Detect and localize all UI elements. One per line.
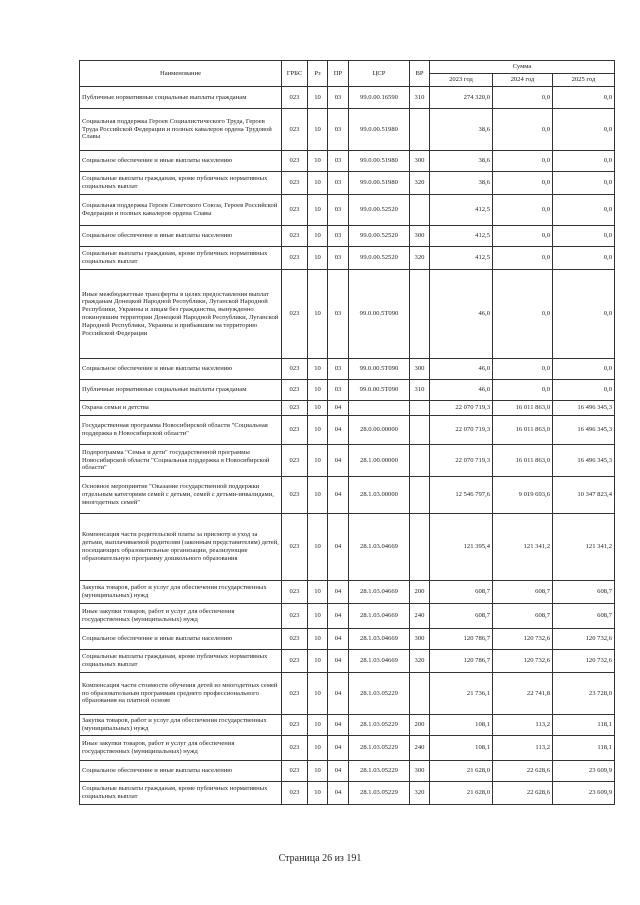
cell-y3: 608,7 <box>553 604 615 629</box>
cell-vr: 200 <box>410 715 430 736</box>
header-name: Наименование <box>80 61 282 87</box>
cell-y2: 0,0 <box>493 195 553 226</box>
table-row <box>80 359 615 380</box>
cell-vr <box>410 477 430 514</box>
cell-name: Социальные выплаты гражданам, кроме публичных нормативных социальных выплат <box>80 172 282 195</box>
table-row <box>80 604 615 629</box>
table-row <box>80 226 615 247</box>
cell-csr: 28.1.03.04669 <box>349 604 410 629</box>
cell-y3: 0,0 <box>553 270 615 359</box>
cell-vr: 300 <box>410 629 430 650</box>
header-pr: ПР <box>328 61 349 87</box>
cell-pr: 04 <box>328 650 349 673</box>
cell-y1: 412,5 <box>430 195 493 226</box>
cell-y1: 412,5 <box>430 226 493 247</box>
cell-y3: 16 496 345,3 <box>553 416 615 445</box>
cell-csr: 28.1.03.05229 <box>349 761 410 782</box>
cell-rz: 10 <box>308 172 328 195</box>
cell-y1: 46,0 <box>430 380 493 401</box>
cell-y3: 0,0 <box>553 359 615 380</box>
cell-vr: 310 <box>410 87 430 109</box>
cell-csr: 99.0.00.52520 <box>349 195 410 226</box>
budget-table-wrapper <box>79 60 614 805</box>
cell-y1: 120 786,7 <box>430 629 493 650</box>
cell-grbs: 023 <box>282 151 308 172</box>
cell-grbs: 023 <box>282 514 308 581</box>
cell-y1: 46,0 <box>430 359 493 380</box>
cell-y2: 16 011 863,0 <box>493 445 553 477</box>
cell-y2: 16 011 863,0 <box>493 401 553 416</box>
cell-grbs: 023 <box>282 445 308 477</box>
cell-y2: 22 741,8 <box>493 673 553 715</box>
budget-table <box>79 60 615 805</box>
cell-y2: 0,0 <box>493 359 553 380</box>
cell-csr: 28.1.03.05229 <box>349 736 410 761</box>
table-row <box>80 782 615 805</box>
cell-rz: 10 <box>308 514 328 581</box>
header-grbs: ГРБС <box>282 61 308 87</box>
cell-csr: 28.1.03.04669 <box>349 629 410 650</box>
cell-csr: 99.0.00.5Т090 <box>349 380 410 401</box>
header-vr: ВР <box>410 61 430 87</box>
cell-csr: 99.0.00.52520 <box>349 226 410 247</box>
cell-grbs: 023 <box>282 673 308 715</box>
cell-rz: 10 <box>308 401 328 416</box>
cell-pr: 03 <box>328 247 349 270</box>
cell-name: Публичные нормативные социальные выплаты гражданам <box>80 87 282 109</box>
table-row <box>80 270 615 359</box>
header-sum: Сумма <box>430 61 615 74</box>
cell-y3: 10 347 823,4 <box>553 477 615 514</box>
cell-grbs: 023 <box>282 650 308 673</box>
cell-name: Закупка товаров, работ и услуг для обеспечения государственных (муниципальных) нужд <box>80 715 282 736</box>
header-csr: ЦСР <box>349 61 410 87</box>
cell-y1: 412,5 <box>430 247 493 270</box>
cell-name: Социальное обеспечение и иные выплаты населению <box>80 359 282 380</box>
cell-y1: 120 786,7 <box>430 650 493 673</box>
cell-y3: 120 732,6 <box>553 629 615 650</box>
cell-y1: 38,6 <box>430 109 493 151</box>
table-row <box>80 195 615 226</box>
cell-y1: 22 070 719,3 <box>430 445 493 477</box>
cell-y2: 120 732,6 <box>493 650 553 673</box>
cell-rz: 10 <box>308 445 328 477</box>
cell-y3: 608,7 <box>553 581 615 604</box>
cell-pr: 04 <box>328 604 349 629</box>
cell-y2: 0,0 <box>493 151 553 172</box>
cell-grbs: 023 <box>282 172 308 195</box>
cell-y2: 120 732,6 <box>493 629 553 650</box>
cell-rz: 10 <box>308 109 328 151</box>
table-row <box>80 109 615 151</box>
cell-vr: 300 <box>410 151 430 172</box>
cell-y3: 0,0 <box>553 195 615 226</box>
cell-pr: 03 <box>328 226 349 247</box>
cell-csr: 99.0.00.51980 <box>349 109 410 151</box>
cell-y1: 38,6 <box>430 172 493 195</box>
cell-y3: 0,0 <box>553 151 615 172</box>
cell-rz: 10 <box>308 782 328 805</box>
cell-y1: 46,0 <box>430 270 493 359</box>
cell-y1: 38,6 <box>430 151 493 172</box>
cell-y1: 21 628,0 <box>430 782 493 805</box>
cell-y1: 22 070 719,3 <box>430 416 493 445</box>
cell-y1: 108,1 <box>430 736 493 761</box>
cell-name: Компенсация части стоимости обучения детей из многодетных семей по образовательным программам среднего профессионального образования на платной основе <box>80 673 282 715</box>
cell-pr: 04 <box>328 673 349 715</box>
cell-y1: 608,7 <box>430 581 493 604</box>
cell-y1: 121 395,4 <box>430 514 493 581</box>
cell-grbs: 023 <box>282 380 308 401</box>
cell-vr <box>410 195 430 226</box>
header-year-2023: 2023 год <box>430 74 493 87</box>
table-row <box>80 151 615 172</box>
cell-grbs: 023 <box>282 581 308 604</box>
cell-grbs: 023 <box>282 247 308 270</box>
cell-vr: 310 <box>410 380 430 401</box>
cell-pr: 04 <box>328 445 349 477</box>
cell-y3: 0,0 <box>553 109 615 151</box>
cell-y3: 16 496 345,3 <box>553 445 615 477</box>
cell-pr: 03 <box>328 195 349 226</box>
cell-y3: 0,0 <box>553 247 615 270</box>
cell-name: Социальное обеспечение и иные выплаты населению <box>80 629 282 650</box>
cell-name: Основное мероприятие "Оказание государственной поддержки отдельным категориям семей с детьми, семей с детьми-инвалидами, многодетных семей" <box>80 477 282 514</box>
cell-rz: 10 <box>308 673 328 715</box>
table-row <box>80 401 615 416</box>
table-row <box>80 629 615 650</box>
cell-grbs: 023 <box>282 782 308 805</box>
cell-rz: 10 <box>308 87 328 109</box>
table-row <box>80 380 615 401</box>
cell-vr <box>410 401 430 416</box>
cell-grbs: 023 <box>282 270 308 359</box>
header-rz: Рз <box>308 61 328 87</box>
cell-rz: 10 <box>308 604 328 629</box>
cell-name: Иные закупки товаров, работ и услуг для обеспечения государственных (муниципальных) нужд <box>80 736 282 761</box>
cell-grbs: 023 <box>282 401 308 416</box>
cell-y2: 113,2 <box>493 715 553 736</box>
cell-grbs: 023 <box>282 629 308 650</box>
cell-name: Государственная программа Новосибирской области "Социальная поддержка в Новосибирской области" <box>80 416 282 445</box>
cell-y1: 21 736,1 <box>430 673 493 715</box>
cell-pr: 04 <box>328 477 349 514</box>
cell-vr: 320 <box>410 782 430 805</box>
cell-y2: 16 011 863,0 <box>493 416 553 445</box>
cell-pr: 04 <box>328 761 349 782</box>
cell-name: Социальные выплаты гражданам, кроме публичных нормативных социальных выплат <box>80 782 282 805</box>
cell-csr: 28.1.00.00000 <box>349 445 410 477</box>
cell-rz: 10 <box>308 380 328 401</box>
header-year-2024: 2024 год <box>493 74 553 87</box>
cell-rz: 10 <box>308 477 328 514</box>
cell-y1: 274 320,0 <box>430 87 493 109</box>
cell-pr: 04 <box>328 715 349 736</box>
cell-csr: 99.0.00.16590 <box>349 87 410 109</box>
cell-rz: 10 <box>308 581 328 604</box>
cell-csr: 28.1.03.05229 <box>349 782 410 805</box>
cell-pr: 04 <box>328 581 349 604</box>
cell-pr: 03 <box>328 87 349 109</box>
cell-grbs: 023 <box>282 109 308 151</box>
cell-y2: 0,0 <box>493 247 553 270</box>
cell-y2: 9 019 693,6 <box>493 477 553 514</box>
cell-pr: 04 <box>328 629 349 650</box>
cell-csr: 28.1.03.04669 <box>349 650 410 673</box>
cell-y1: 22 070 719,3 <box>430 401 493 416</box>
cell-rz: 10 <box>308 736 328 761</box>
header-year-2025: 2025 год <box>553 74 615 87</box>
cell-y3: 0,0 <box>553 87 615 109</box>
cell-name: Подпрограмма "Семья и дети" государственной программы Новосибирской области "Социальная поддержка в Новосибирской области" <box>80 445 282 477</box>
cell-pr: 04 <box>328 514 349 581</box>
cell-name: Социальное обеспечение и иные выплаты населению <box>80 226 282 247</box>
cell-grbs: 023 <box>282 226 308 247</box>
cell-csr: 28.1.03.00000 <box>349 477 410 514</box>
cell-rz: 10 <box>308 270 328 359</box>
cell-pr: 03 <box>328 109 349 151</box>
cell-y3: 23 728,0 <box>553 673 615 715</box>
table-row <box>80 736 615 761</box>
table-row <box>80 416 615 445</box>
cell-y1: 108,1 <box>430 715 493 736</box>
cell-y2: 0,0 <box>493 109 553 151</box>
cell-grbs: 023 <box>282 715 308 736</box>
cell-pr: 04 <box>328 736 349 761</box>
cell-y2: 0,0 <box>493 380 553 401</box>
cell-y3: 121 341,2 <box>553 514 615 581</box>
cell-rz: 10 <box>308 151 328 172</box>
cell-y1: 21 628,0 <box>430 761 493 782</box>
cell-grbs: 023 <box>282 195 308 226</box>
cell-name: Иные закупки товаров, работ и услуг для обеспечения государственных (муниципальных) нужд <box>80 604 282 629</box>
cell-csr <box>349 401 410 416</box>
cell-y3: 118,1 <box>553 736 615 761</box>
cell-name: Иные межбюджетные трансферты в целях предоставления выплат гражданам Донецкой Народной Республики, Луганской Народной Республики, Украины и лицам без гражданства, вынужденно покинувшим территории Донецкой Народной Республики, Луганской Народной Республики, Украины и прибывшим на территорию Российской Федерации <box>80 270 282 359</box>
cell-name: Социальные выплаты гражданам, кроме публичных нормативных социальных выплат <box>80 247 282 270</box>
cell-pr: 03 <box>328 380 349 401</box>
cell-y2: 22 628,6 <box>493 782 553 805</box>
cell-name: Публичные нормативные социальные выплаты гражданам <box>80 380 282 401</box>
cell-csr: 99.0.00.5Т090 <box>349 359 410 380</box>
cell-csr: 99.0.00.5Т090 <box>349 270 410 359</box>
cell-rz: 10 <box>308 715 328 736</box>
cell-grbs: 023 <box>282 604 308 629</box>
cell-grbs: 023 <box>282 359 308 380</box>
cell-csr: 99.0.00.51980 <box>349 172 410 195</box>
cell-name: Социальная поддержка Героев Социалистического Труда, Героев Труда Российской Федерации и полных кавалеров ордена Трудовой Славы <box>80 109 282 151</box>
cell-name: Социальное обеспечение и иные выплаты населению <box>80 151 282 172</box>
cell-vr: 200 <box>410 581 430 604</box>
cell-y2: 0,0 <box>493 226 553 247</box>
cell-csr: 28.1.03.05229 <box>349 715 410 736</box>
cell-rz: 10 <box>308 650 328 673</box>
cell-rz: 10 <box>308 416 328 445</box>
cell-csr: 28.1.03.05229 <box>349 673 410 715</box>
cell-rz: 10 <box>308 359 328 380</box>
cell-pr: 03 <box>328 359 349 380</box>
cell-grbs: 023 <box>282 87 308 109</box>
cell-vr <box>410 673 430 715</box>
cell-y3: 118,1 <box>553 715 615 736</box>
cell-y3: 0,0 <box>553 380 615 401</box>
table-row <box>80 715 615 736</box>
cell-name: Закупка товаров, работ и услуг для обеспечения государственных (муниципальных) нужд <box>80 581 282 604</box>
cell-vr: 300 <box>410 761 430 782</box>
cell-grbs: 023 <box>282 736 308 761</box>
cell-y2: 121 341,2 <box>493 514 553 581</box>
cell-y2: 0,0 <box>493 270 553 359</box>
cell-y3: 23 609,9 <box>553 782 615 805</box>
cell-pr: 04 <box>328 782 349 805</box>
cell-y3: 120 732,6 <box>553 650 615 673</box>
table-body <box>80 87 615 805</box>
cell-y2: 608,7 <box>493 604 553 629</box>
cell-vr <box>410 270 430 359</box>
cell-name: Социальная поддержка Героев Советского Союза, Героев Российской Федерации и полных кавалеров ордена Славы <box>80 195 282 226</box>
cell-name: Социальные выплаты гражданам, кроме публичных нормативных социальных выплат <box>80 650 282 673</box>
table-row <box>80 477 615 514</box>
cell-vr: 240 <box>410 604 430 629</box>
cell-vr: 320 <box>410 172 430 195</box>
cell-csr: 28.1.03.04669 <box>349 581 410 604</box>
cell-rz: 10 <box>308 247 328 270</box>
cell-csr: 28.1.03.04669 <box>349 514 410 581</box>
table-row <box>80 761 615 782</box>
cell-pr: 03 <box>328 172 349 195</box>
cell-y2: 608,7 <box>493 581 553 604</box>
cell-y2: 22 628,6 <box>493 761 553 782</box>
cell-y1: 608,7 <box>430 604 493 629</box>
table-row <box>80 172 615 195</box>
cell-vr <box>410 445 430 477</box>
cell-csr: 99.0.00.52520 <box>349 247 410 270</box>
cell-csr: 28.0.00.00000 <box>349 416 410 445</box>
table-row <box>80 673 615 715</box>
cell-pr: 04 <box>328 401 349 416</box>
cell-vr: 320 <box>410 247 430 270</box>
cell-rz: 10 <box>308 629 328 650</box>
cell-pr: 04 <box>328 416 349 445</box>
table-row <box>80 514 615 581</box>
cell-pr: 03 <box>328 270 349 359</box>
cell-y2: 0,0 <box>493 172 553 195</box>
table-row <box>80 650 615 673</box>
cell-vr: 300 <box>410 359 430 380</box>
cell-csr: 99.0.00.51980 <box>349 151 410 172</box>
cell-vr: 240 <box>410 736 430 761</box>
cell-pr: 03 <box>328 151 349 172</box>
table-row <box>80 87 615 109</box>
cell-grbs: 023 <box>282 477 308 514</box>
cell-vr <box>410 109 430 151</box>
cell-name: Охрана семьи и детства <box>80 401 282 416</box>
cell-y2: 113,2 <box>493 736 553 761</box>
cell-rz: 10 <box>308 761 328 782</box>
cell-y2: 0,0 <box>493 87 553 109</box>
cell-y3: 0,0 <box>553 226 615 247</box>
cell-y3: 16 496 345,3 <box>553 401 615 416</box>
cell-vr <box>410 416 430 445</box>
page-number: Страница 26 из 191 <box>278 853 362 864</box>
table-row <box>80 581 615 604</box>
cell-vr: 320 <box>410 650 430 673</box>
table-row <box>80 247 615 270</box>
cell-vr: 300 <box>410 226 430 247</box>
cell-name: Компенсация части родительской платы за присмотр и уход за детьми, выплачиваемой родителям (законным представителям) детей, посещающих образовательные организации, реализующие образовательную программу дошкольного образования <box>80 514 282 581</box>
cell-y3: 23 609,9 <box>553 761 615 782</box>
cell-rz: 10 <box>308 226 328 247</box>
cell-name: Социальное обеспечение и иные выплаты населению <box>80 761 282 782</box>
cell-vr <box>410 514 430 581</box>
cell-rz: 10 <box>308 195 328 226</box>
cell-y3: 0,0 <box>553 172 615 195</box>
cell-grbs: 023 <box>282 416 308 445</box>
cell-y1: 12 546 797,6 <box>430 477 493 514</box>
cell-grbs: 023 <box>282 761 308 782</box>
table-row <box>80 445 615 477</box>
